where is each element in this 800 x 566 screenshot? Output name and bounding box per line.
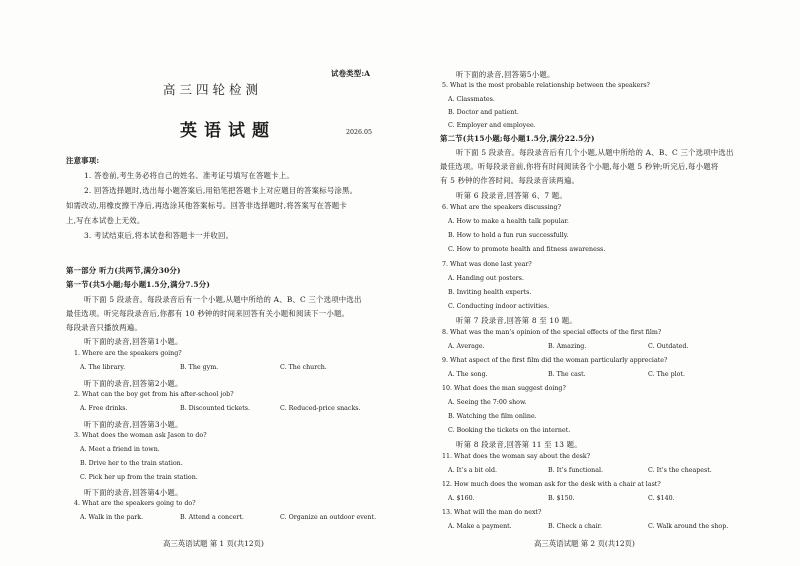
option-b: B. Doctor and patient.: [448, 109, 519, 116]
exam-title: 高三四轮检测: [163, 82, 263, 97]
segment-intro: 听第 8 段录音,回答第 11 至 13 题。: [456, 440, 582, 449]
question-stem: 7. What was done last year?: [442, 261, 532, 268]
option-b: B. Check a chair.: [548, 523, 602, 530]
question-stem: 8. What was the man’s opinion of the special effects of the first film?: [442, 329, 662, 336]
option-b: B. How to hold a fun run successfully.: [448, 232, 569, 239]
subject-title: 英语试题: [180, 121, 276, 141]
question-stem: 9. What aspect of the first film did the woman particularly appreciate?: [442, 357, 668, 364]
option-b: B. The cast.: [548, 371, 586, 378]
question-stem: 5. What is the most probable relationship between the speakers?: [442, 82, 650, 89]
exam-date: 2026.05: [346, 129, 373, 136]
option-b: B. Drive her to the train station.: [80, 460, 183, 467]
option-c: C. It’s the cheapest.: [648, 467, 712, 474]
option-a: A. Make a payment.: [448, 523, 512, 530]
option-a: A. Free drinks.: [80, 405, 128, 412]
option-c: C. The church.: [280, 364, 327, 371]
option-c: C. Employer and employee.: [448, 122, 536, 129]
segment-intro: 听第 6 段录音,回答第 6、7 题。: [456, 191, 567, 200]
option-c: C. Booking the tickets on the internet.: [448, 427, 571, 434]
option-b: B. Discounted tickets.: [180, 405, 251, 412]
question-stem: 10. What does the man suggest doing?: [442, 385, 566, 392]
option-b: B. $150.: [548, 495, 575, 502]
question-stem: 11. What does the woman say about the desk?: [442, 453, 591, 460]
option-c: C. $140.: [648, 495, 675, 502]
option-a: A. $160.: [448, 495, 475, 502]
page-footer: 高三英语试题 第 2 页(共12页): [534, 539, 635, 548]
page-footer: 高三英语试题 第 1 页(共12页): [163, 539, 264, 548]
option-b: B. Amazing.: [548, 343, 587, 350]
notice-line: 2. 回答选择题时,选出每小题答案后,用铅笔把答题卡上对应题目的答案标号涂黑。: [84, 186, 358, 195]
section-instruction: 最佳选项。听完每段录音后,你都有 10 秒钟的时间来回答有关小题和阅读下一小题。: [66, 309, 350, 318]
option-c: C. Outdated.: [648, 343, 689, 350]
question-stem: 2. What can the boy get from his after-school job?: [74, 391, 234, 398]
option-c: C. How to promote health and fitness awareness.: [448, 246, 606, 253]
notice-line: 上,写在本试卷上无效。: [66, 216, 145, 225]
option-b: B. It’s functional.: [548, 467, 604, 474]
segment-intro: 听下面的录音,回答第4小题。: [84, 488, 183, 497]
section-instruction: 听下面 5 段录音。每段录音后有几个小题,从题中所给的 A、B、C 三个选项中选出: [456, 148, 734, 157]
segment-intro: 听下面的录音,回答第3小题。: [84, 420, 183, 429]
notice-line: 如需改动,用橡皮擦干净后,再选涂其他答案标号。回答非选择题时,将答案写在答题卡: [66, 201, 347, 210]
option-a: A. It’s a bit old.: [448, 467, 497, 474]
section-instruction: 听下面 5 段录音。每段录音后有一个小题,从题中所给的 A、B、C 三个选项中选出: [84, 295, 362, 304]
notice-heading: 注意事项:: [66, 156, 100, 165]
option-a: A. Meet a friend in town.: [80, 446, 160, 453]
section1-heading: 第一节(共5小题;每小题1.5分,满分7.5分): [66, 280, 211, 289]
question-stem: 1. Where are the speakers going?: [74, 350, 182, 357]
section2-heading: 第二节(共15小题;每小题1.5分,满分22.5分): [440, 134, 595, 143]
question-stem: 13. What will the man do next?: [442, 509, 542, 516]
option-b: B. The gym.: [180, 364, 219, 371]
segment-intro: 听下面的录音,回答第1小题。: [84, 337, 183, 346]
option-c: C. Walk around the shop.: [648, 523, 729, 530]
question-stem: 12. How much does the woman ask for the desk with a chair at last?: [442, 481, 661, 488]
section-instruction: 每段录音只播放两遍。: [66, 323, 142, 332]
option-b: B. Attend a concert.: [180, 514, 244, 521]
exam-type-label: 试卷类型:A: [331, 69, 371, 78]
question-stem: 6. What are the speakers discussing?: [442, 204, 561, 211]
section-instruction: 有 5 秒钟的作答时间。每段录音读两遍。: [440, 176, 580, 185]
option-b: B. Watching the film online.: [448, 413, 537, 420]
option-c: C. Organize an outdoor event.: [280, 514, 377, 521]
option-c: C. Reduced-price snacks.: [280, 405, 361, 412]
notice-line: 3. 考试结束后,将本试卷和答题卡一并收回。: [84, 231, 234, 240]
segment-intro: 听第 7 段录音,回答第 8 至 10 题。: [456, 316, 577, 325]
option-a: A. Classmates.: [448, 96, 495, 103]
part1-heading: 第一部分 听力(共两节,满分30分): [66, 266, 181, 275]
option-c: C. Conducting indoor activities.: [448, 303, 550, 310]
exam-page-2: [400, 0, 800, 566]
question-stem: 4. What are the speakers going to do?: [74, 500, 196, 507]
option-a: A. Seeing the 7:00 show.: [448, 399, 527, 406]
option-a: A. The song.: [448, 371, 488, 378]
option-a: A. Walk in the park.: [80, 514, 144, 521]
option-b: B. Inviting health experts.: [448, 289, 532, 296]
section-instruction: 最佳选项。听每段录音前,你将有时间阅读各个小题,每小题 5 秒钟;听完后,每小题将: [440, 162, 719, 171]
segment-intro: 听下面的录音,回答第5小题。: [456, 70, 555, 79]
notice-line: 1. 答卷前,考生务必将自己的姓名、准考证号填写在答题卡上。: [84, 171, 294, 180]
option-a: A. Average.: [448, 343, 485, 350]
option-a: A. Handing out posters.: [448, 275, 524, 282]
option-a: A. How to make a health talk popular.: [448, 218, 569, 225]
segment-intro: 听下面的录音,回答第2小题。: [84, 379, 183, 388]
option-a: A. The library.: [80, 364, 126, 371]
option-c: C. The plot.: [648, 371, 685, 378]
option-c: C. Pick her up from the train station.: [80, 474, 198, 481]
question-stem: 3. What does the woman ask Jason to do?: [74, 432, 207, 439]
